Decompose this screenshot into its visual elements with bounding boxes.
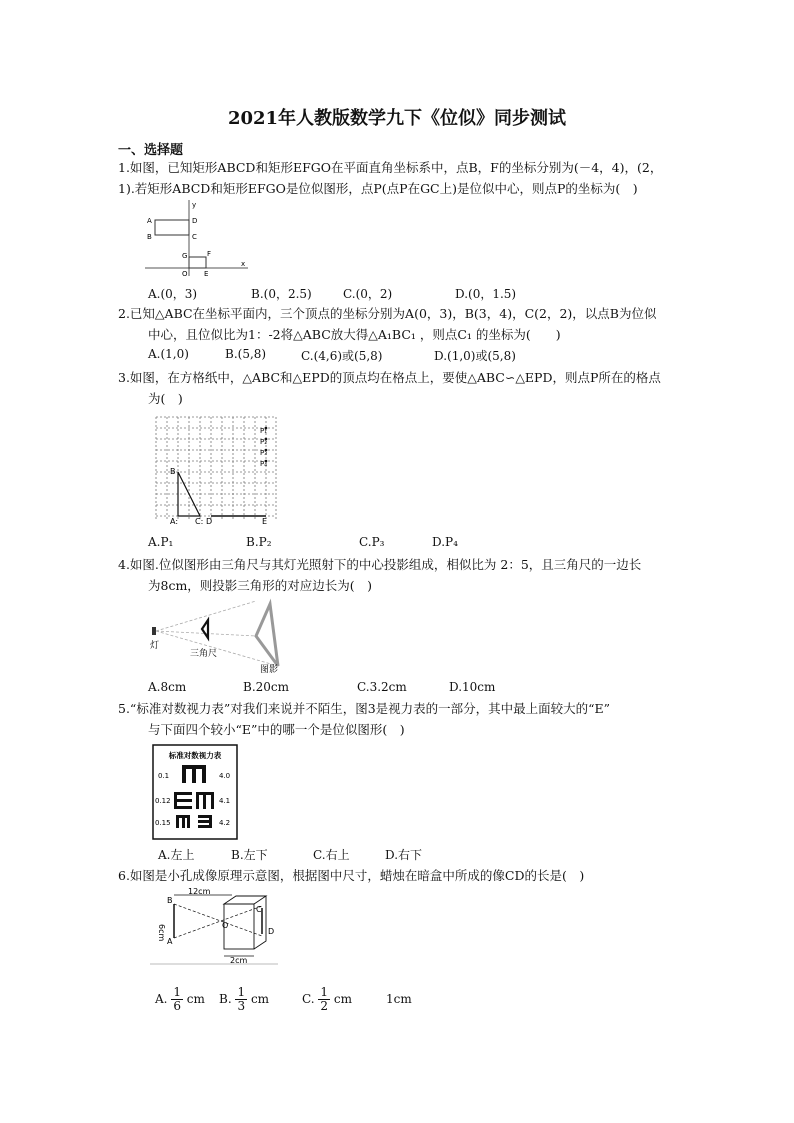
q3-option-a[interactable]: A.P₁ <box>148 535 174 549</box>
q6-label-a: A <box>167 937 173 946</box>
q5-left-2: 0.15 <box>155 819 171 827</box>
q6-option-b-fraction <box>235 986 247 1013</box>
q5-right-2: 4.2 <box>219 819 231 827</box>
q1-option-c[interactable]: C.(0，2) <box>343 287 393 301</box>
section-heading: 一、选择题 <box>118 143 184 158</box>
q1-option-b[interactable]: B.(0，2.5) <box>251 287 312 301</box>
q6-label-d: D <box>268 927 275 936</box>
q6-option-c-fraction <box>318 986 330 1013</box>
q4-option-b[interactable]: B.20cm <box>243 680 290 694</box>
q5-line2: 与下面四个较小“E”中的哪一个是位似图形( ) <box>148 722 405 737</box>
q2-line2: 中心，且位似比为1：-2将△ABC放大得△A₁BC₁ ，则点C₁ 的坐标为( ) <box>148 327 561 342</box>
q1-label-c: C <box>192 233 197 241</box>
q6-option-c-unit: cm <box>333 992 352 1006</box>
q6-label-height: 6cm <box>157 924 166 942</box>
q5-right-0: 4.0 <box>219 772 231 780</box>
q1-line2: 1).若矩形ABCD和矩形EFGO是位似图形，点P(点P在GC上)是位似中心，则点P的坐标为( ) <box>118 181 638 196</box>
q2-option-a[interactable]: A.(1,0) <box>148 347 189 361</box>
q3-label-p4: P₄ <box>260 460 268 468</box>
q5-chart-title: 标准对数视力表 <box>168 751 222 760</box>
q3-label-p3: P₃ <box>260 449 268 457</box>
q1-label-f: F <box>207 250 212 258</box>
q6-option-c-prefix: C. <box>302 992 315 1006</box>
q6-option-a[interactable] <box>155 986 205 1013</box>
q3-option-b[interactable]: B.P₂ <box>246 535 272 549</box>
e-right-lower <box>198 815 212 828</box>
q5-line1: 5.“标准对数视力表”对我们来说并不陌生，图3是视力表的一部分，其中最上面较大的“E” <box>118 701 611 716</box>
q5-right-1: 4.1 <box>219 797 231 805</box>
q1-option-d[interactable]: D.(0，1.5) <box>455 287 517 301</box>
q3-label-p1: P₁ <box>260 427 268 435</box>
q6-option-b-unit: cm <box>250 992 270 1006</box>
q1-line1: 1.如图，已知矩形ABCD和矩形EFGO在平面直角坐标系中，点B，F的坐标分别为(－4，4)，(2， <box>118 160 663 175</box>
q3-label-e: E <box>262 517 268 526</box>
q6-option-b-num: 1 <box>237 985 246 999</box>
q1-label-b: B <box>147 233 152 241</box>
q6-option-a-fraction <box>171 986 183 1013</box>
q6-option-a-den: 6 <box>173 999 181 1013</box>
q2-option-d[interactable]: D.(1,0)或(5,8) <box>434 349 516 363</box>
q5-option-a[interactable]: A.左上 <box>158 848 195 862</box>
q6-option-a-prefix: A. <box>155 992 168 1006</box>
q3-label-p2: P₂ <box>260 438 268 446</box>
q6-option-c-den: 2 <box>320 999 329 1013</box>
q5-left-1: 0.12 <box>155 797 171 805</box>
q4-label-ruler: 三角尺 <box>190 649 218 659</box>
q6-option-c-num: 1 <box>320 985 329 999</box>
q6-label-width: 12cm <box>188 887 211 896</box>
q3-label-c: C: <box>195 517 204 526</box>
q6-line1: 6.如图是小孔成像原理示意图，根据图中尺寸，蜡烛在暗盒中所成的像CD的长是( ) <box>118 868 585 883</box>
q5-figure <box>152 744 238 840</box>
e-left-upper <box>174 792 192 809</box>
q4-line1: 4.如图.位似图形由三角尺与其灯光照射下的中心投影组成，相似比为 2：5，且三角尺的一边长 <box>118 557 642 572</box>
page-title: 2021年人教版数学九下《位似》同步测试 <box>227 108 567 129</box>
q3-line1: 3.如图，在方格纸中，△ABC和△EPD的顶点均在格点上，要使△ABC∽△EPD，则点P所在的格点 <box>118 370 661 385</box>
q1-label-g: G <box>182 252 188 260</box>
q1-label-d: D <box>192 217 198 225</box>
q4-option-c[interactable]: C.3.2cm <box>357 680 407 694</box>
q5-option-b[interactable]: B.左下 <box>231 848 268 862</box>
q5-option-d[interactable]: D.右下 <box>385 848 423 862</box>
q3-option-c[interactable]: C.P₃ <box>359 535 385 549</box>
q4-figure <box>148 596 288 676</box>
e-left-lower <box>176 815 190 828</box>
q6-option-b-prefix: B. <box>219 992 232 1006</box>
q2-option-b[interactable]: B.(5,8) <box>225 347 267 361</box>
q2-option-c[interactable]: C.(4,6)或(5,8) <box>301 349 383 363</box>
q5-left-0: 0.1 <box>158 772 170 780</box>
q3-line2: 为( ) <box>148 391 183 406</box>
q6-option-b-den: 3 <box>237 999 246 1013</box>
q1-label-o: O <box>182 270 188 278</box>
q2-line1: 2.已知△ABC在坐标平面内，三个顶点的坐标分别为A(0，3)，B(3，4)，C(2，2)，以点B为位似 <box>118 306 657 321</box>
q3-option-d[interactable]: D.P₄ <box>432 535 458 549</box>
e-big <box>182 765 206 783</box>
q4-option-a[interactable]: A.8cm <box>148 680 187 694</box>
q3-label-b: B <box>170 467 176 476</box>
q6-option-d[interactable]: 1cm <box>386 992 412 1006</box>
q1-label-a: A <box>147 217 152 225</box>
q6-label-depth: 2cm <box>230 956 248 965</box>
q3-label-d: D <box>206 517 213 526</box>
q3-figure <box>148 412 280 526</box>
q4-option-d[interactable]: D.10cm <box>449 680 496 694</box>
q4-label-lamp: 灯 <box>150 641 160 651</box>
q1-label-y: y <box>192 201 197 209</box>
q6-label-o: O <box>222 921 229 930</box>
q6-label-c: C <box>256 905 262 914</box>
q6-option-b[interactable] <box>219 986 269 1013</box>
q1-figure <box>145 200 250 278</box>
q1-label-x: x <box>241 260 246 268</box>
e-right-upper <box>196 792 214 809</box>
q6-label-b: B <box>167 896 173 905</box>
q3-label-a: A: <box>170 517 179 526</box>
q1-option-a[interactable]: A.(0，3) <box>148 287 198 301</box>
q6-option-c[interactable] <box>302 986 352 1013</box>
q4-label-shadow: 图影 <box>260 665 279 675</box>
q6-option-a-num: 1 <box>173 985 181 999</box>
q4-line2: 为8cm，则投影三角形的对应边长为( ) <box>148 578 373 593</box>
q6-option-a-unit: cm <box>186 992 205 1006</box>
q1-label-e: E <box>204 270 209 278</box>
q5-option-c[interactable]: C.右上 <box>313 848 350 862</box>
q6-figure <box>150 886 280 968</box>
